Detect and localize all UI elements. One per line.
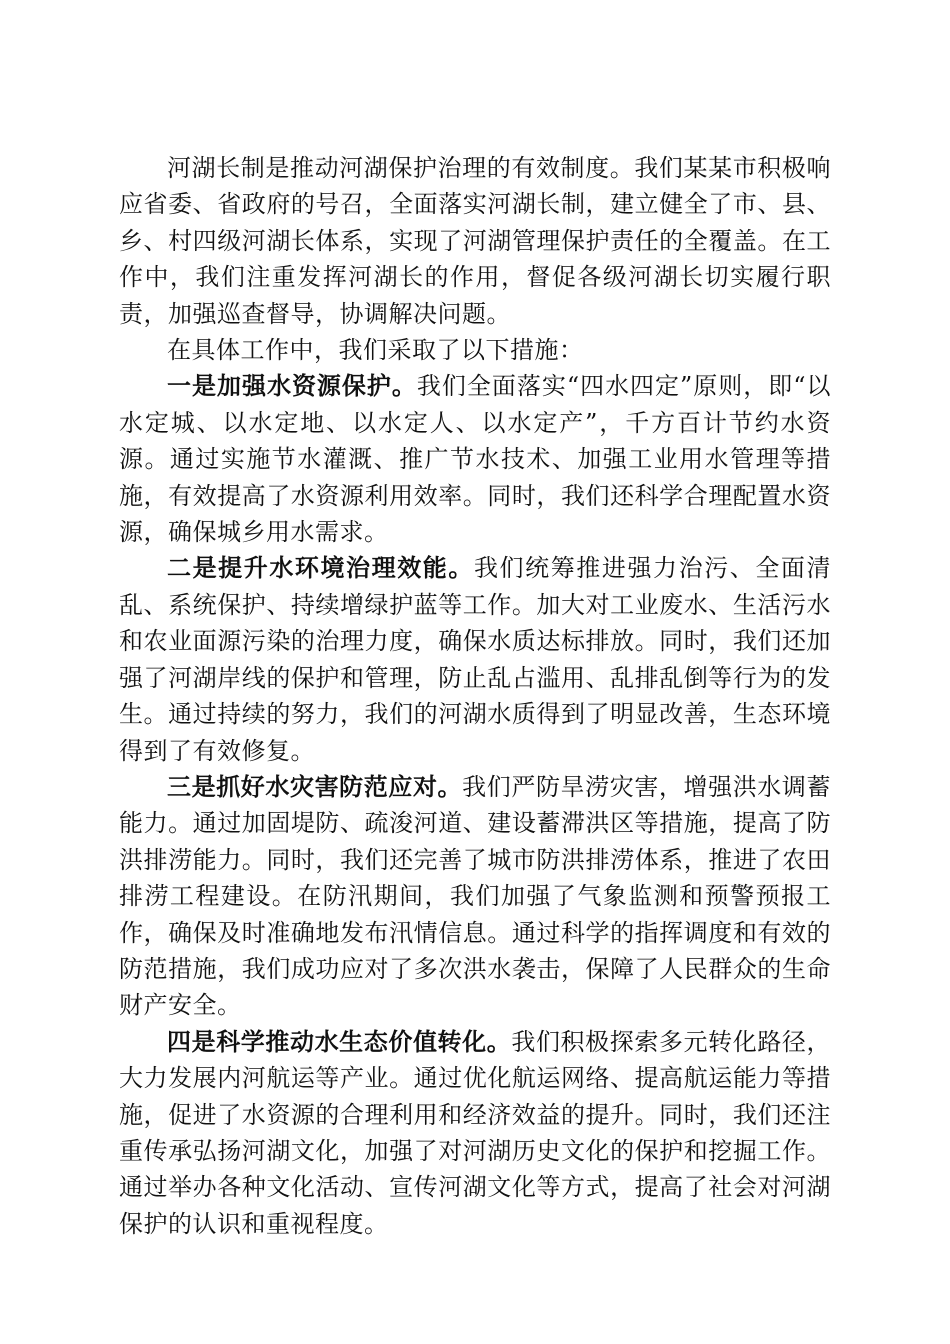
paragraph-intro <box>119 150 831 332</box>
paragraph-measure-4 <box>119 1024 831 1242</box>
measure-1-heading: 一是加强水资源保护。 <box>167 372 417 401</box>
measure-2-text: 我们统筹推进强力治污、全面清乱、系统保护、持续增绿护蓝等工作。加大对工业废水、生活污水和农业面源污染的治理力度，确保水质达标排放。同时，我们还加强了河湖岸线的保护和管理，防止乱占滥用、乱排乱倒等行为的发生。通过持续的努力，我们的河湖水质得到了明显改善，生态环境得到了有效修复。 <box>119 554 832 765</box>
measure-4-heading: 四是科学推动水生态价值转化。 <box>167 1027 512 1056</box>
paragraph-intro-text: 河湖长制是推动河湖保护治理的有效制度。我们某某市积极响应省委、省政府的号召，全面落实河湖长制，建立健全了市、县、乡、村四级河湖长体系，实现了河湖管理保护责任的全覆盖。在工作中，我们注重发挥河湖长的作用，督促各级河湖长切实履行职责，加强巡查督导，协调解决问题。 <box>119 154 831 328</box>
measure-3-heading: 三是抓好水灾害防范应对。 <box>167 772 463 801</box>
paragraph-measure-2 <box>119 550 831 768</box>
paragraph-measure-1 <box>119 368 831 550</box>
measure-2-heading: 二是提升水环境治理效能。 <box>167 554 474 583</box>
paragraph-measures-intro <box>119 332 831 368</box>
measure-1-text: 我们全面落实“四水四定”原则，即“以水定城、以水定地、以水定人、以水定产”，千方百计节约水资源。通过实施节水灌溉、推广节水技术、加强工业用水管理等措施，有效提高了水资源利用效率。同时，我们还科学合理配置水资源，确保城乡用水需求。 <box>119 372 832 547</box>
paragraph-measure-3 <box>119 769 831 1024</box>
measure-4-text: 我们积极探索多元转化路径，大力发展内河航运等产业。通过优化航运网络、提高航运能力等措施，促进了水资源的合理利用和经济效益的提升。同时，我们还注重传承弘扬河湖文化，加强了对河湖历史文化的保护和挖掘工作。通过举办各种文化活动、宣传河湖文化等方式，提高了社会对河湖保护的认识和重视程度。 <box>119 1027 832 1238</box>
measure-3-text: 我们严防旱涝灾害，增强洪水调蓄能力。通过加固堤防、疏浚河道、建设蓄滞洪区等措施，提高了防洪排涝能力。同时，我们还完善了城市防洪排涝体系，推进了农田排涝工程建设。在防汛期间，我们加强了气象监测和预警预报工作，确保及时准确地发布汛情信息。通过科学的指挥调度和有效的防范措施，我们成功应对了多次洪水袭击，保障了人民群众的生命财产安全。 <box>119 772 832 1020</box>
paragraph-measures-intro-text: 在具体工作中，我们采取了以下措施： <box>167 336 584 365</box>
document-body <box>119 150 831 1242</box>
